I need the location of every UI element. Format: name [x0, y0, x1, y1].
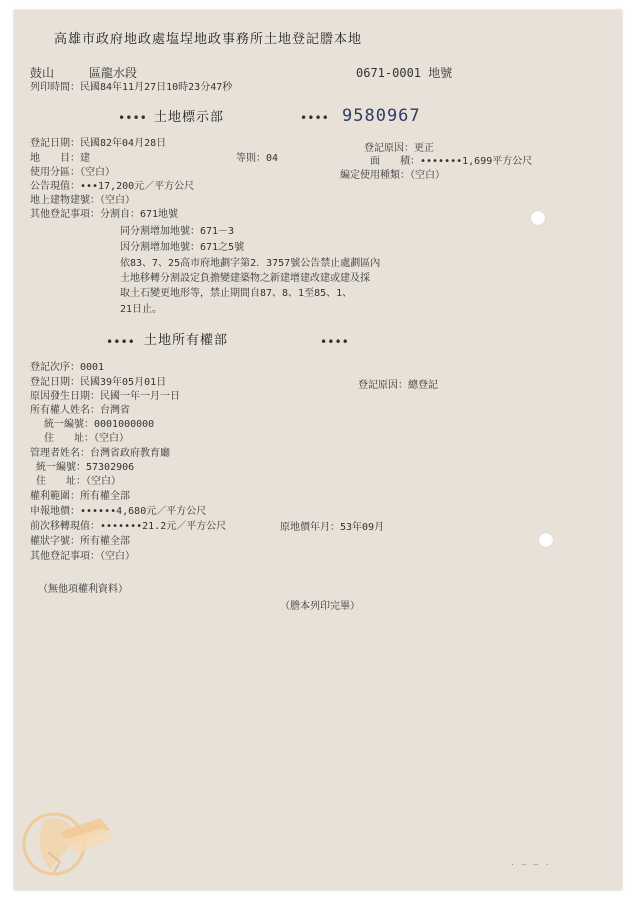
marking-other-line: 21日止。	[120, 304, 163, 315]
marking-other-line: 同分割增加地號：671－3	[120, 226, 235, 237]
marking-reg-date: 登記日期：民國82年04月28日	[30, 138, 167, 149]
document-title: 高雄市政府地政處塩埕地政事務所土地登記謄本地	[54, 32, 363, 47]
marking-heading: 土地標示部	[154, 110, 225, 125]
print-complete-note: （謄本列印完畢）	[280, 601, 360, 612]
marking-other-line: 取土石變更地形等，禁止期間自87、8、1至85、1、	[120, 288, 353, 299]
land-grade: 等則：04	[236, 153, 279, 164]
use-type: 編定使用種類：（空白）	[340, 170, 445, 181]
ownership-heading-dots-left: ••••	[106, 335, 135, 349]
land-area: 面 積：•••••••1,699平方公尺	[370, 156, 533, 167]
owner-name: 所有權人姓名：台灣省	[30, 405, 130, 416]
marking-other-items: 其他登記事項：分割自：671地號	[30, 209, 179, 220]
document-page	[14, 10, 622, 890]
parcel-number: 0671-0001 地號	[356, 66, 453, 80]
scan-marks: · ‒ ‒ ·	[510, 860, 551, 869]
no-other-rights-note: （無他項權利資料）	[38, 584, 128, 595]
building-number: 地上建物建號：（空白）	[30, 195, 135, 206]
section-name: 區龍水段	[89, 66, 138, 80]
archive-watermark-logo-icon	[14, 800, 124, 880]
reg-order: 登記次序：0001	[30, 362, 105, 373]
manager-address: 住 址：（空白）	[36, 476, 121, 487]
district-name: 鼓山	[30, 66, 55, 80]
punch-hole	[530, 210, 546, 226]
ownership-heading-dots-right: ••••	[320, 335, 349, 349]
marking-other-line: 土地移轉分割設定負擔變建築物之新建增建改建或建及採	[120, 273, 370, 284]
manager-name: 管理者姓名：台灣省政府教育廳	[30, 448, 170, 459]
owner-id: 統一編號：0001000000	[44, 419, 155, 430]
prior-value-date: 原地價年月：53年09月	[280, 522, 385, 533]
serial-number: 9580967	[342, 106, 421, 126]
owner-address: 住 址：（空白）	[44, 433, 129, 444]
title-certificate: 權狀字號：所有權全部	[30, 536, 130, 547]
marking-heading-dots-right: ••••	[300, 111, 329, 125]
print-time: 列印時間：民國84年11月27日10時23分47秒	[30, 82, 233, 93]
punch-hole	[538, 532, 554, 548]
marking-other-line: 因分割增加地號：671之5號	[120, 242, 245, 253]
declared-value: 申報地價：••••••4,680元／平方公尺	[30, 506, 207, 517]
ownership-other-items: 其他登記事項：（空白）	[30, 551, 135, 562]
prior-transfer-value: 前次移轉現值：•••••••21.2元／平方公尺	[30, 521, 227, 532]
ownership-reg-reason: 登記原因：總登記	[358, 380, 438, 391]
ownership-reg-date: 登記日期：民國39年05月01日	[30, 377, 167, 388]
use-zone: 使用分區：（空白）	[30, 167, 115, 178]
marking-heading-dots-left: ••••	[118, 111, 147, 125]
manager-id: 統一編號：57302906	[36, 462, 135, 473]
cause-date: 原因發生日期：民國一年一月一日	[30, 391, 180, 402]
rights-scope: 權利範圍：所有權全部	[30, 491, 130, 502]
marking-other-line: 依83、7、25高市府地劃字第2．3757號公告禁止處劃區內	[120, 258, 381, 269]
land-category: 地 目：建	[30, 153, 90, 164]
announced-value: 公告現值：•••17,200元／平方公尺	[30, 181, 195, 192]
ownership-heading: 土地所有權部	[144, 333, 229, 348]
marking-reg-reason: 登記原因：更正	[364, 143, 434, 154]
